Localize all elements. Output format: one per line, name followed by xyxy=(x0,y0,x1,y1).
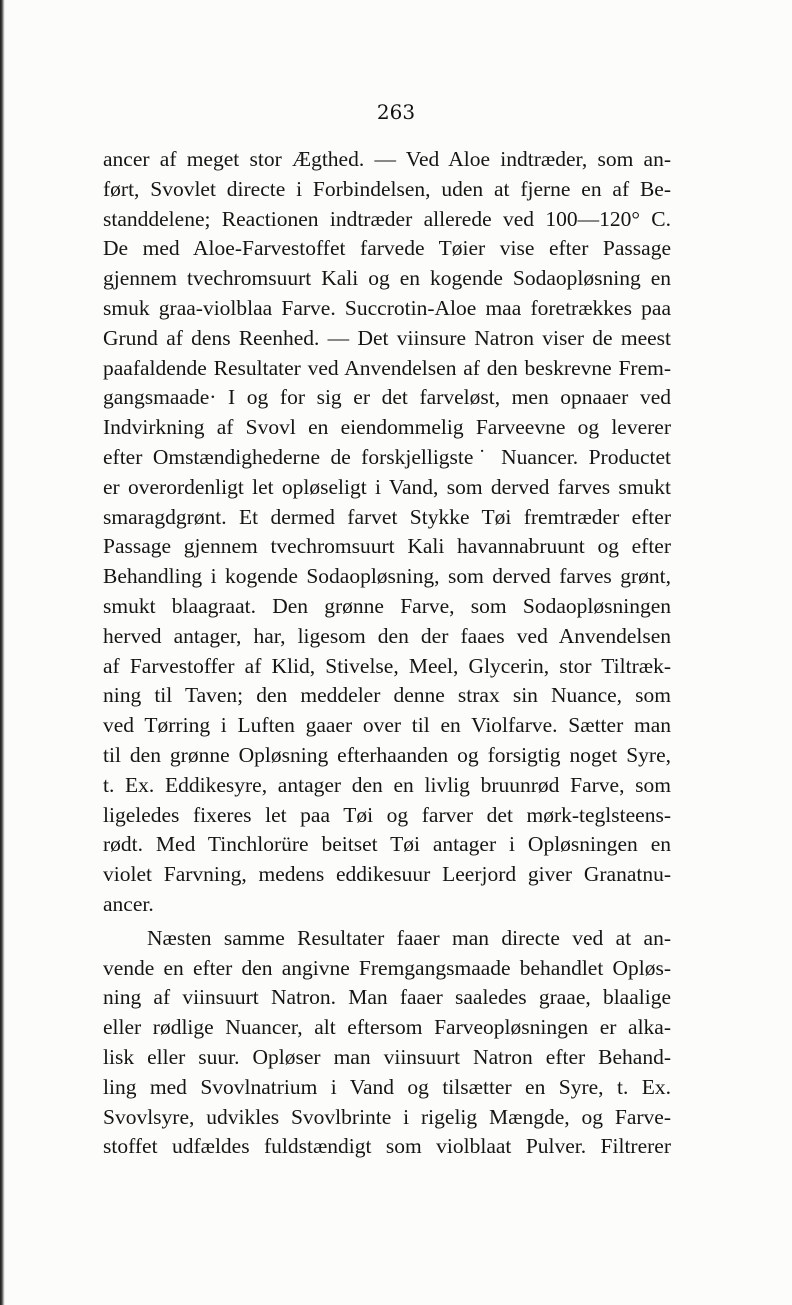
text-line: vende en efter den angivne Fremgangsmaade behandlet Opløs- xyxy=(103,955,671,980)
text-line: smuk graa-violblaa Farve. Succrotin-Aloe maa foretrækkes paa xyxy=(103,295,671,320)
text-line: rødt. Med Tinchlorüre beitset Tøi antager i Opløsningen en xyxy=(103,832,671,857)
text-line: gangsmaade· I og for sig er det farveløst, men opnaaer ved xyxy=(103,385,671,410)
text-line: Næsten samme Resultater faaer man directe ved at an- xyxy=(147,925,671,950)
text-line: ning af viinsuurt Natron. Man faaer saaledes graae, blaalige xyxy=(103,985,671,1010)
text-line: paafaldende Resultater ved Anvendelsen af den beskrevne Frem- xyxy=(103,355,671,380)
text-line: ført, Svovlet directe i Forbindelsen, uden at fjerne en af Be- xyxy=(103,176,671,201)
text-line: t. Ex. Eddikesyre, antager den en livlig bruunrød Farve, som xyxy=(103,772,671,797)
text-line: Behandling i kogende Sodaopløsning, som derved farves grønt, xyxy=(103,564,671,589)
text-line: ning til Taven; den meddeler denne strax sin Nuance, som xyxy=(103,683,671,708)
text-line: til den grønne Opløsning efterhaanden og forsigtig noget Syre, xyxy=(103,742,671,767)
text-line: ancer af meget stor Ægthed. — Ved Aloe indtræder, som an- xyxy=(103,147,671,171)
text-line: gjennem tvechromsuurt Kali og en kogende Sodaopløsning en xyxy=(103,266,671,291)
body-text xyxy=(103,145,671,1162)
page-number: 263 xyxy=(376,100,416,124)
text-line: violet Farvning, medens eddikesuur Leerjord giver Granatnu- xyxy=(103,862,671,887)
text-line: efter Omstændighederne de forskjelligste˙ Nuancer. Productet xyxy=(103,444,671,469)
page-binding-edge xyxy=(0,0,5,1305)
text-line: Grund af dens Reenhed. — Det viinsure Natron viser de meest xyxy=(103,325,671,350)
text-line: De med Aloe-Farvestoffet farvede Tøier vise efter Passage xyxy=(103,236,671,261)
text-line: ligeledes fixeres let paa Tøi og farver det mørk-teglsteens- xyxy=(103,802,671,827)
text-line: eller rødlige Nuancer, alt eftersom Farveopløsningen er alka- xyxy=(103,1015,671,1040)
text-line: smaragdgrønt. Et dermed farvet Stykke Tøi fremtræder efter xyxy=(103,504,671,529)
paragraph-1 xyxy=(103,145,671,920)
text-line: Passage gjennem tvechromsuurt Kali havannabruunt og efter xyxy=(103,534,671,559)
paragraph-2 xyxy=(103,924,671,1162)
text-line: herved antager, har, ligesom den der faaes ved Anvendelsen xyxy=(103,623,671,648)
text-line: ved Tørring i Luften gaaer over til en Violfarve. Sætter man xyxy=(103,713,671,738)
text-line: stoffet udfældes fuldstændigt som violblaat Pulver. Filtrerer xyxy=(103,1134,671,1159)
text-line: Svovlsyre, udvikles Svovlbrinte i rigelig Mængde, og Farve- xyxy=(103,1104,671,1129)
text-line: ling med Svovlnatrium i Vand og tilsætter en Syre, t. Ex. xyxy=(103,1074,671,1099)
text-line: er overordenligt let opløseligt i Vand, som derved farves smukt xyxy=(103,474,671,499)
text-line: standdelene; Reactionen indtræder allerede ved 100—120° C. xyxy=(103,206,671,231)
text-line: Indvirkning af Svovl en eiendommelig Farveevne og leverer xyxy=(103,415,671,440)
text-line: af Farvestoffer af Klid, Stivelse, Meel, Glycerin, stor Tiltræk- xyxy=(103,653,671,678)
text-line: smukt blaagraat. Den grønne Farve, som Sodaopløsningen xyxy=(103,593,671,618)
text-line: lisk eller suur. Opløser man viinsuurt Natron efter Behand- xyxy=(103,1044,671,1069)
text-line: ancer. xyxy=(103,891,154,916)
